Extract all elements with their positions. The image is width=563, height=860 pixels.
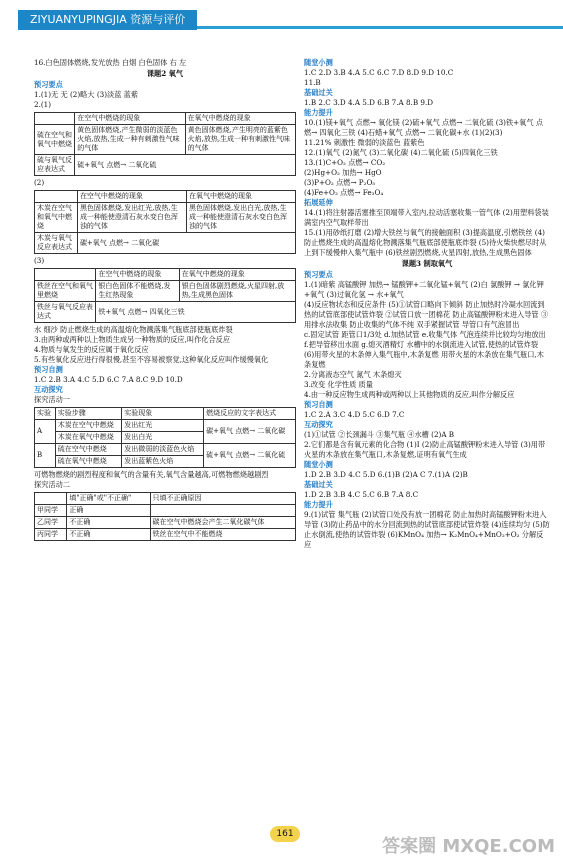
table-cell: 硫在空气中燃烧 [55,444,122,456]
section-heading: 互动探究 [34,385,63,394]
table-cell: 在氧气中燃烧的现象 [186,191,295,203]
table-cell: 只填不正确原因 [150,493,296,505]
line: 可燃物燃烧的剧烈程度和氧气的含量有关,氧气含量越高,可燃物燃烧越剧烈 [34,470,269,479]
table-sulfur [34,112,296,176]
table-cell: 木炭与氧气反应表达式 [35,233,78,254]
table-cell: 木炭在空气和氧气中燃烧 [35,203,78,233]
section-heading: 拓展延伸 [304,198,333,207]
line: 14.(1)将注射器活塞推至顶端带入室内,拉动活塞收集一管气体 (2)用塑料袋装满室内空气取样带出 [304,208,549,227]
section-heading: 随堂小测 [304,460,333,469]
table-cell: 硫在氧气中燃烧 [55,456,122,468]
table-cell: 黑色固体燃烧,发出白光,放热,生成一种能使澄清石灰水变白色浑浊的气体 [186,203,295,233]
table-cell [35,269,96,281]
table-cell: 碳+氧气 点燃→ 二氧化碳 [77,233,295,254]
line: 3.由两种或两种以上物质生成另一种物质的反应,叫作化合反应 [34,335,231,344]
line: 1.C 2.D 3.B 4.A 5.C 6.C 7.D 8.D 9.D 10.C [304,68,454,77]
table-cell [35,113,75,125]
line: 9.(1)试管 集气瓶 (2)试管口处没有放一团棉花 防止加热时高锰酸钾粉末进入导管 (3)防止药品中的水分回流到热的试管底部使试管炸裂 (4)连续均匀 (5)防止水倒流,使热的试管炸裂 (6)KMnO₄ 加热→ K₂MnO₄+MnO₂+O₂ 分解反应 [304,510,550,549]
table-cell: 碳在空气中燃烧会产生二氧化碳气体 [150,517,296,529]
line: 1.C 2.A 3.C 4.D 5.C 6.D 7.C [304,410,405,419]
line: 15.(1)用砂纸打磨 (2)增大铁丝与氧气的接触面积 (3)提高温度,引燃铁丝 (4)防止燃烧生成的高温熔化物溅落集气瓶底部使瓶底炸裂 (5)待火柴快燃尽时从上到下缓慢伸入集气瓶中 (6)铁丝剧烈燃烧,火星四射,放热,生成黑色固体 [304,228,547,257]
line: 1.(1)暗紫 高锰酸钾 加热→ 锰酸钾+二氧化锰+氧气 (2)白 氯酸钾 → 氯化钾+氧气 (3)过氧化氢 → 水+氧气 [304,280,544,299]
table-cell: 铁+氧气 点燃→ 四氧化三铁 [96,302,296,323]
right-column [304,58,550,550]
table-cell: 不正确 [67,529,150,541]
table-cell: 正确 [67,505,150,517]
watermark: 答案圈 MXQE.COM [382,836,555,857]
table-cell: 硫与氧气反应表达式 [35,155,75,176]
table-cell: 银白色固体剧烈燃烧,火星四射,放热,生成黑色固体 [179,281,295,302]
table-evaluation [34,492,296,541]
table-cell: 填"正确"或"不正确" [67,493,150,505]
table-cell: 不正确 [67,517,150,529]
table-cell: 在空气中燃烧的现象 [96,269,179,281]
table-cell: 铁丝在空气和氧气里燃烧 [35,281,96,302]
line: 11.B [304,78,321,87]
table-experiment [34,407,296,468]
line: c.固定试管 距管口1/3处 d.加热试管 e.收集气体 气泡连续并比较均匀地放出 f.把导管移出水面 g.熄灭酒精灯 水槽中的水倒流进入试管,使热的试管炸裂 (6)用带火星的木条伸入集气瓶中,木条复燃 用带火星的木条放在集气瓶口,木条复燃 [304,330,546,369]
table-cell: 银白色固体不能燃烧,发生红热现象 [96,281,179,302]
topic-title: 课题3 制取氧气 [401,259,453,268]
table-cell: 碳+氧气 点燃→ 二氧化碳 [204,420,296,444]
table-cell: 在空气中燃烧的现象 [77,191,186,203]
line: 1.D 2.B 3.B 4.C 5.C 6.B 7.A 8.C [304,490,419,499]
table-cell: 实验 [35,408,56,420]
table-cell: 黄色固体燃烧,产生微弱的淡蓝色火焰,放热,生成一种有刺激性气味的气体 [75,125,185,155]
page-header [0,0,563,52]
table-cell: 木炭在氧气中燃烧 [55,432,122,444]
table-cell: 甲同学 [35,505,67,517]
line: (2)Hg+O₂ 加热→ HgO [304,168,382,177]
line: 13.(1)C+O₂ 点燃→ CO₂ [304,158,386,167]
section-heading: 预习自测 [304,400,333,409]
table-cell: 硫+氧气 点燃→ 二氧化硫 [204,444,296,468]
table-cell [150,505,296,517]
table-cell: 黑色固体燃烧,发出红光,放热,生成一种能使澄清石灰水变白色浑浊的气体 [77,203,186,233]
line: 4.由一种反应物生成两种或两种以上其他物质的反应,叫作分解反应 [304,390,515,399]
table-cell: 发出蓝紫色火焰 [122,456,204,468]
line: 水 细沙 防止燃烧生成的高温熔化物溅落集气瓶底部使瓶底炸裂 [34,325,233,334]
section-heading: 能力提升 [304,108,333,117]
table-cell: 在氧气中燃烧的现象 [185,113,295,125]
table-cell: 在空气中燃烧的现象 [75,113,185,125]
table-cell: 丙同学 [35,529,67,541]
line: 1.C 2.B 3.A 4.C 5.D 6.C 7.A 8.C 9.D 10.D [34,375,183,384]
line: 11.21% 刺激性 微弱的淡蓝色 蓝紫色 [304,138,425,147]
line: 探究活动一 [34,395,70,404]
line: 5.有些氧化反应进行得很慢,甚至不容易被察觉,这种氧化反应叫作缓慢氧化 [34,355,269,364]
section-heading: 基础过关 [304,88,333,97]
section-heading: 随堂小测 [304,58,333,67]
left-column [34,58,296,543]
table-cell [35,191,78,203]
table-cell: 发出白光 [122,432,204,444]
table-cell: 燃烧反应的文字表达式 [204,408,296,420]
header-title: ZIYUANYUPINGJIA 资源与评价 [18,10,197,30]
table-cell: 乙同学 [35,517,67,529]
table-iron [34,268,296,323]
table-cell: 硫在空气和氧气中燃烧 [35,125,75,155]
table-cell: A [35,420,56,444]
page-number: 161 [270,826,300,842]
table-cell: 硫+氧气 点燃→ 二氧化硫 [75,155,296,176]
table-cell: 发出红光 [122,420,204,432]
line: 1.B 2.C 3.D 4.A 5.D 6.B 7.A 8.B 9.D [304,98,434,107]
section-heading: 互动探究 [304,420,333,429]
section-heading: 预习要点 [304,270,333,279]
line: (4)反应物状态和反应条件 (5)①试管口略向下倾斜 防止加热时冷凝水回流到热的试管底部使试管炸裂 ②试管口放一团棉花 防止高锰酸钾粉末进入导管 ③用排水法收集 防止收集的气体不纯 双手紧握试管 导管口有气泡冒出 [304,300,549,329]
line: (2) [34,178,45,187]
line: (3) [34,256,45,265]
section-heading: 预习要点 [34,80,63,89]
line: (4)Fe+O₂ 点燃→ Fe₃O₄ [304,188,384,197]
table-cell: 实验现象 [122,408,204,420]
line: (1)①试管 ②长颈漏斗 ③集气瓶 ④水槽 (2)A B [304,430,455,439]
section-heading: 基础过关 [304,480,333,489]
table-cell: 黄色固体燃烧,产生明亮的蓝紫色火焰,放热,生成一种有刺激性气味的气体 [185,125,295,155]
line: 16.白色固体燃烧,发光放热 白烟 白色固体 右 左 [34,58,187,67]
table-cell: 实验步骤 [55,408,122,420]
line: 1.(1)无 无 (2)略大 (3)淡蓝 蓝紫 [34,90,139,99]
table-cell: 木炭在空气中燃烧 [55,420,122,432]
table-carbon [34,190,296,254]
line: 2.分离液态空气 氮气 木条熄灭 [304,370,402,379]
table-cell: 铁丝在空气中不能燃烧 [150,529,296,541]
table-cell: 铁丝与氧气反应表达式 [35,302,96,323]
line: (3)P+O₂ 点燃→ P₂O₅ [304,178,376,187]
line: 3.改变 化学性质 质量 [304,380,373,389]
table-cell [35,493,67,505]
section-heading: 预习自测 [34,365,63,374]
line: 12.(1)氧气 (2)氮气 (3)二氧化碳 (4)二氧化硫 (5)四氧化三铁 [304,148,498,157]
line: 2.它们都是含有氧元素的化合物 (1)Ⅰ (2)防止高锰酸钾粉末进入导管 (3)用带火星的木条放在集气瓶口,木条复燃,证明有氧气生成 [304,440,546,459]
line: 4.物质与氧发生的反应属于氧化反应 [34,345,149,354]
table-cell: B [35,444,56,468]
line: 探究活动二 [34,480,70,489]
line: 2.(1) [34,100,52,109]
table-cell: 发出微弱的淡蓝色火焰 [122,444,204,456]
line: 10.(1)镁+氧气 点燃→ 氧化镁 (2)硫+氧气 点燃→ 二氧化硫 (3)铁+氧气 点燃→ 四氧化三铁 (4)石蜡+氧气 点燃→ 二氧化碳+水 (1)(2)(3) [304,118,544,137]
section-heading: 能力提升 [304,500,333,509]
line: 1.D 2.B 3.D 4.C 5.D 6.(1)B (2)A C 7.(1)A (2)B [304,470,468,479]
table-cell: 在氧气中燃烧的现象 [179,269,295,281]
topic-title: 课题2 氧气 [146,69,184,78]
